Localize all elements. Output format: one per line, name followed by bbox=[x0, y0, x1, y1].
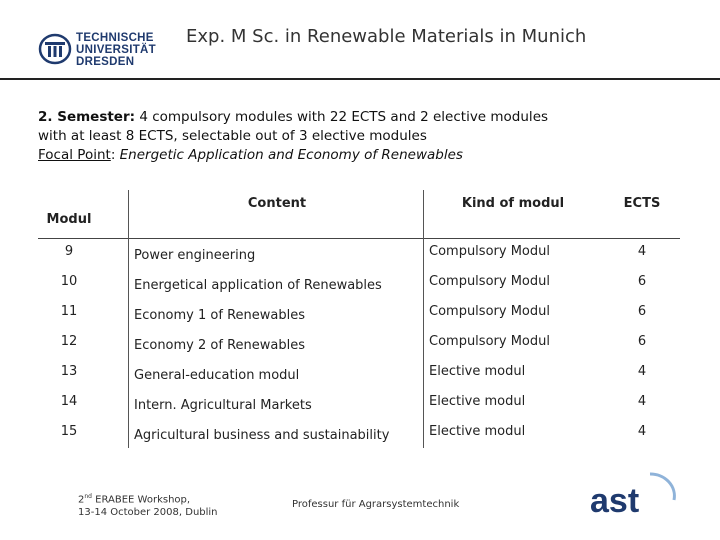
ast-logo-arc-icon bbox=[650, 474, 674, 500]
kind-cell: Compulsory Modul bbox=[429, 244, 550, 259]
kind-cell: Compulsory Modul bbox=[429, 274, 550, 289]
table-row bbox=[38, 359, 680, 389]
content-cell: Agricultural business and sustainability bbox=[134, 428, 390, 443]
kind-cell: Elective modul bbox=[429, 364, 526, 379]
modul-cell: 9 bbox=[64, 244, 74, 259]
table-body bbox=[38, 239, 680, 449]
logo-line-1: TECHNISCHE bbox=[76, 32, 154, 44]
workshop-info bbox=[78, 490, 218, 519]
modul-cell: 14 bbox=[60, 394, 78, 409]
header-kind: Kind of modul bbox=[461, 196, 565, 211]
ects-cell: 6 bbox=[637, 334, 647, 349]
content-cell: General-education modul bbox=[134, 368, 300, 383]
modules-table bbox=[38, 190, 680, 449]
content-cell: Energetical application of Renewables bbox=[134, 278, 382, 293]
content-cell: Economy 1 of Renewables bbox=[134, 308, 305, 323]
workshop-name bbox=[78, 490, 218, 506]
focal-point-label: Focal Point bbox=[38, 147, 111, 163]
table-row bbox=[38, 389, 680, 419]
intro-line-2: with at least 8 ECTS, selectable out of 3 elective modules bbox=[38, 128, 427, 144]
table-row bbox=[38, 299, 680, 329]
modul-cell: 11 bbox=[60, 304, 78, 319]
title-divider bbox=[0, 78, 720, 80]
ects-cell: 4 bbox=[637, 394, 647, 409]
tu-dresden-logo bbox=[38, 30, 158, 72]
table-row bbox=[38, 329, 680, 359]
modul-cell: 10 bbox=[60, 274, 78, 289]
semester-label: 2. Semester: bbox=[38, 109, 136, 125]
modul-cell: 15 bbox=[60, 424, 78, 439]
table-header bbox=[38, 190, 680, 239]
workshop-number: 2 bbox=[78, 494, 85, 506]
tu-dresden-emblem-icon bbox=[38, 33, 72, 65]
workshop-ordinal: nd bbox=[84, 493, 92, 500]
content-cell: Economy 2 of Renewables bbox=[134, 338, 305, 353]
content-cell: Power engineering bbox=[134, 248, 256, 263]
kind-cell: Elective modul bbox=[429, 424, 526, 439]
header-ects: ECTS bbox=[623, 196, 661, 211]
ects-cell: 4 bbox=[637, 244, 647, 259]
ast-logo bbox=[588, 470, 678, 520]
kind-cell: Compulsory Modul bbox=[429, 304, 550, 319]
header-modul: Modul bbox=[46, 212, 92, 227]
header-content: Content bbox=[247, 196, 307, 211]
page-title: Exp. M Sc. in Renewable Materials in Munich bbox=[186, 26, 587, 47]
chair-name: Professur für Agrarsystemtechnik bbox=[292, 499, 460, 510]
table-row bbox=[38, 269, 680, 299]
table-row bbox=[38, 239, 680, 269]
ast-logo-text: ast bbox=[590, 482, 640, 520]
workshop-date: 13-14 October 2008, Dublin bbox=[78, 507, 218, 519]
intro-text bbox=[38, 108, 698, 165]
focal-separator: : bbox=[110, 147, 120, 163]
logo-line-3: DRESDEN bbox=[76, 56, 135, 68]
kind-cell: Elective modul bbox=[429, 394, 526, 409]
content-cell: Intern. Agricultural Markets bbox=[134, 398, 312, 413]
logo-line-2: UNIVERSITÄT bbox=[76, 44, 156, 56]
modul-cell: 13 bbox=[60, 364, 78, 379]
kind-cell: Compulsory Modul bbox=[429, 334, 550, 349]
table-row bbox=[38, 419, 680, 449]
ects-cell: 6 bbox=[637, 274, 647, 289]
intro-line-3 bbox=[38, 146, 698, 165]
focal-point-value: Energetic Application and Economy of Renewables bbox=[119, 147, 463, 163]
intro-line-1 bbox=[38, 108, 698, 127]
ects-cell: 6 bbox=[637, 304, 647, 319]
modul-cell: 12 bbox=[60, 334, 78, 349]
semester-summary: 4 compulsory modules with 22 ECTS and 2 elective modules bbox=[135, 109, 549, 125]
ects-cell: 4 bbox=[637, 424, 647, 439]
ects-cell: 4 bbox=[637, 364, 647, 379]
workshop-title: ERABEE Workshop, bbox=[92, 494, 191, 506]
